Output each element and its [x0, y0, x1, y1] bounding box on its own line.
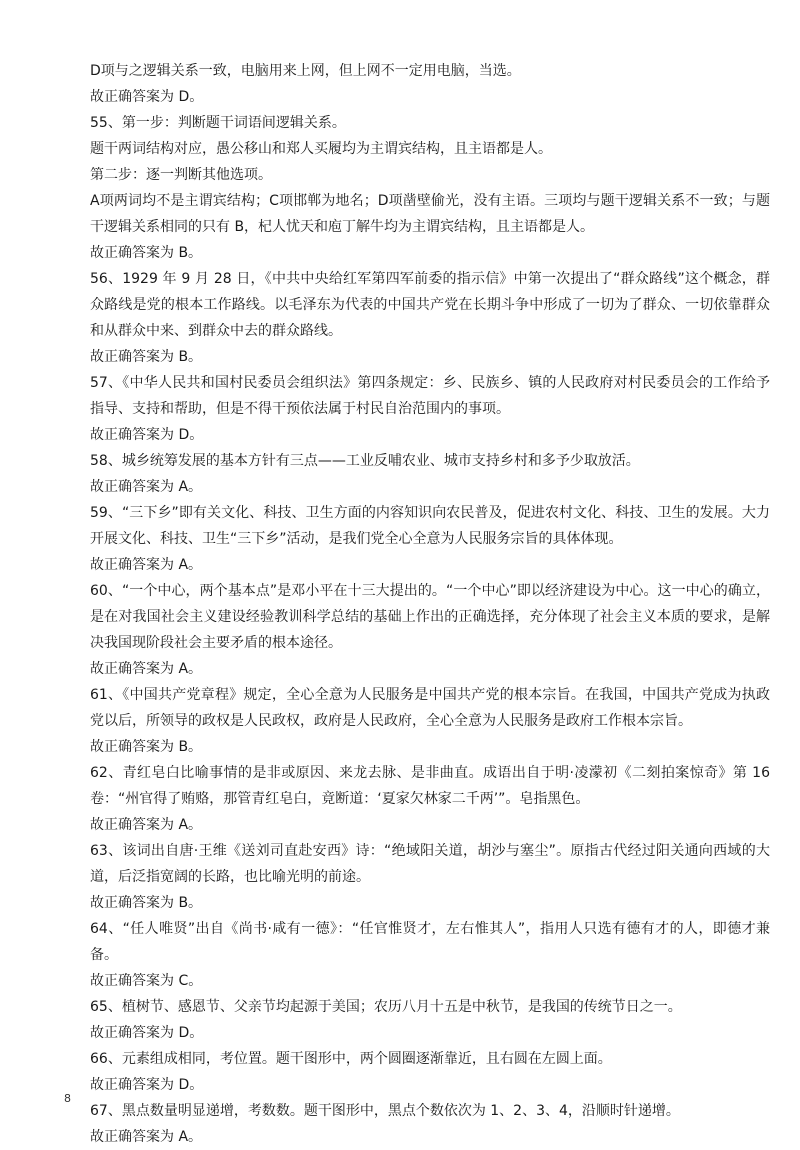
answer-line: 故正确答案为 B。: [90, 349, 203, 365]
paragraph: 67、黑点数量明显递增，考数数。题干图形中，黑点个数依次为 1、2、3、4，沿顺时针递增。: [90, 1103, 680, 1119]
answer-line: 故正确答案为 C。: [90, 973, 203, 989]
paragraph: D项与之逻辑关系一致，电脑用来上网，但上网不一定用电脑，当选。: [90, 63, 521, 79]
paragraph: 65、植树节、感恩节、父亲节均起源于美国；农历八月十五是中秋节，是我国的传统节日之一。: [90, 999, 682, 1015]
answer-line: 故正确答案为 A。: [90, 1129, 203, 1145]
paragraph: 题干两词结构对应，愚公移山和郑人买履均为主谓宾结构，且主语都是人。: [90, 141, 552, 157]
answer-line: 故正确答案为 A。: [90, 479, 203, 495]
paragraph: 58、城乡统筹发展的基本方针有三点——工业反哺农业、城市支持乡村和多予少取放活。: [90, 453, 640, 469]
answer-line: 故正确答案为 A。: [90, 817, 203, 833]
paragraph: 63、该词出自唐·王维《送刘司直赴安西》诗：“绝域阳关道，胡沙与塞尘”。原指古代经过阳关通向西域的大道，后泛指宽阔的长路，也比喻光明的前途。: [90, 843, 770, 885]
answer-explanations: [90, 58, 770, 1150]
answer-line: 故正确答案为 B。: [90, 245, 203, 261]
answer-line: 故正确答案为 A。: [90, 661, 203, 677]
paragraph: 64、“任人唯贤”出自《尚书·咸有一德》：“任官惟贤才，左右惟其人”，指用人只选有德有才的人，即德才兼备。: [90, 921, 770, 963]
answer-line: 故正确答案为 D。: [90, 427, 204, 443]
answer-line: 故正确答案为 D。: [90, 1077, 204, 1093]
paragraph: 56、1929 年 9 月 28 日，《中共中央给红军第四军前委的指示信》中第一次提出了“群众路线”这个概念，群众路线是党的根本工作路线。以毛泽东为代表的中国共产党在长期斗争中形成了一切为了群众、一切依靠群众和从群众中来、到群众中去的群众路线。: [90, 271, 770, 339]
paragraph: 第二步：逐一判断其他选项。: [90, 167, 272, 183]
paragraph: 59、“三下乡”即有关文化、科技、卫生方面的内容知识向农民普及，促进农村文化、科技、卫生的发展。大力开展文化、科技、卫生“三下乡”活动，是我们党全心全意为人民服务宗旨的具体体现。: [90, 505, 770, 547]
answer-line: 故正确答案为 B。: [90, 739, 203, 755]
paragraph: 66、元素组成相同，考位置。题干图形中，两个圆圈逐渐靠近，且右圆在左圆上面。: [90, 1051, 612, 1067]
answer-line: 故正确答案为 A。: [90, 557, 203, 573]
paragraph: 61、《中国共产党章程》规定，全心全意为人民服务是中国共产党的根本宗旨。在我国，中国共产党成为执政党以后，所领导的政权是人民政权，政府是人民政府，全心全意为人民服务是政府工作根本宗旨。: [90, 687, 770, 729]
paragraph: 60、“一个中心，两个基本点”是邓小平在十三大提出的。“一个中心”即以经济建设为中心。这一中心的确立，是在对我国社会主义建设经验教训科学总结的基础上作出的正确选择，充分体现了社会主义本质的要求，是解决我国现阶段社会主要矛盾的根本途径。: [90, 583, 770, 651]
answer-line: 故正确答案为 D。: [90, 1025, 204, 1041]
paragraph: A项两词均不是主谓宾结构；C项邯郸为地名；D项凿壁偷光，没有主语。三项均与题干逻辑关系不一致；与题干逻辑关系相同的只有 B，杞人忧天和庖丁解牛均为主谓宾结构，且主语都是人。: [90, 193, 770, 235]
paragraph: 62、青红皂白比喻事情的是非或原因、来龙去脉、是非曲直。成语出自于明·凌濛初《二刻拍案惊奇》第 16 卷：“州官得了贿赂，那管青红皂白，竟断道：‘夏家欠林家二千两’”。皂指黑色。: [90, 765, 770, 807]
paragraph: 55、第一步：判断题干词语间逻辑关系。: [90, 115, 346, 131]
answer-line: 故正确答案为 D。: [90, 89, 204, 105]
paragraph: 57、《中华人民共和国村民委员会组织法》第四条规定：乡、民族乡、镇的人民政府对村民委员会的工作给予指导、支持和帮助，但是不得干预依法属于村民自治范围内的事项。: [90, 375, 770, 417]
answer-line: 故正确答案为 B。: [90, 895, 203, 911]
page-number: 8: [64, 1092, 71, 1105]
